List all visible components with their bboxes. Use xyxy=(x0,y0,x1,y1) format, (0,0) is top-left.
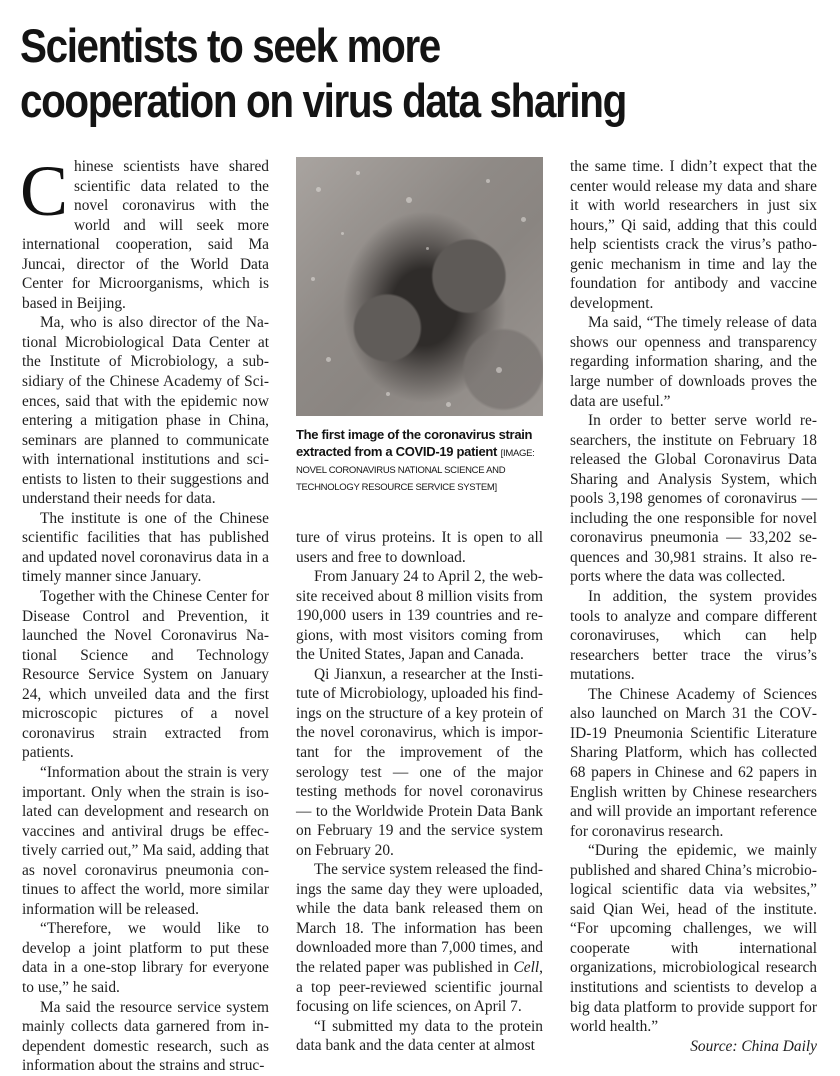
column-3 xyxy=(570,157,817,1056)
virus-photo xyxy=(296,157,543,416)
paragraph xyxy=(296,860,543,1016)
headline xyxy=(20,18,717,128)
paragraph: “During the epidemic, we mainly published and shared China’s microbiological scientific data via websites,” said Qian Wei, head of the institute. “For upcoming challenges, we will cooperate with international organizations, microbiological research institutions and scientists to develop a big data platform to provide support for world health.” xyxy=(570,842,817,1036)
paragraph: In order to better serve world researchers, the institute on February 18 released the Global Coronavirus Data Sharing and Analysis System, which pools 3,198 genomes of coronavirus — including the one responsible for novel coronavirus pneumonia — 33,202 sequences and 30,981 strains. It also reports where the data was collected. xyxy=(570,412,817,586)
headline-line-2: cooperation on virus data sharing xyxy=(20,74,626,127)
paragraph: Ma said, “The timely release of data shows our openness and transparency regarding information sharing, and the large number of downloads proves the data are useful.” xyxy=(570,314,817,410)
paragraph: The Chinese Academy of Sciences also launched on March 31 the COVID-19 Pneumonia Scientific Literature Sharing Platform, which has collected 68 papers in Chinese and 62 papers in English written by Chinese researchers and will provide an important reference for coronavirus research. xyxy=(570,685,817,840)
paragraph: “Therefore, we would like to develop a joint platform to put these data in a one-stop library for everyone to use,” he said. xyxy=(22,920,269,996)
photo-caption xyxy=(296,426,543,494)
lead-paragraph-text: hinese scientists have shared scientific data related to the novel coronavirus with the world and will seek more international cooperation, said Ma Juncai, director of the World Data Center for Microorganisms, which is based in Beijing. xyxy=(22,158,269,312)
paragraph-text: The service system released the findings the same day they were uploaded, while the data bank released them on March 18. The information has been downloaded more than 7,000 times, and the related paper was published in xyxy=(296,861,543,977)
paragraph-text: , a top peer-reviewed scientific journal focusing on life sciences, on April 7. xyxy=(296,959,543,1016)
caption-text: The first image of the coronavirus strain extracted from a COVID-19 patient xyxy=(296,427,533,459)
paragraph: Ma said the resource service system mainly collects data garnered from independent domestic research, such as information about the strains and struc- xyxy=(22,998,269,1075)
paragraph: Qi Jianxun, a researcher at the Institute of Microbiology, uploaded his findings on the structure of a key protein of the novel coronavirus, which is important for the improvement of the serology test — one of the major testing methods for novel coronavirus — to the Worldwide Protein Data Bank on February 19 and the service system on February 20. xyxy=(296,665,543,859)
drop-cap: C xyxy=(20,151,69,231)
photo-credit: [IMAGE: NOVEL CORONAVIRUS NATIONAL SCIENCE AND TECHNOLOGY RESOURCE SERVICE SYSTEM] xyxy=(296,448,535,493)
photo-figure xyxy=(296,157,543,494)
paragraph: From January 24 to April 2, the website received about 8 million visits from 190,000 users in 139 countries and regions, with most visitors coming from the United States, Japan and Canada. xyxy=(296,568,543,664)
column-2 xyxy=(296,157,543,1056)
paragraph: In addition, the system provides tools to analyze and compare different coronaviruses, which can help researchers better trace the virus’s mutations. xyxy=(570,588,817,684)
paragraph: “I submitted my data to the protein data bank and the data center at almost xyxy=(296,1017,543,1055)
column-1 xyxy=(20,151,269,1076)
paragraph: “Information about the strain is very important. Only when the strain is isolated can development and research on vaccines and antiviral drugs be effectively carried out,” Ma said, adding that as novel coronavirus pneumonia continues to affect the world, more similar information will be released. xyxy=(22,763,269,918)
headline-line-1: Scientists to seek more xyxy=(20,19,440,72)
lead-paragraph xyxy=(20,151,269,313)
paragraph: Ma, who is also director of the National Microbiological Data Center at the Institute of Microbiology, a subsidiary of the Chinese Academy of Sciences, said that with the epidemic now entering a mitigation phase in China, seminars are planned to communicate with international institutions and scientists to listen to their suggestions and understand their needs for data. xyxy=(22,314,269,508)
paragraph: the same time. I didn’t expect that the center would release my data and share it with world researchers in just six hours,” Qi said, adding that this could help scientists crack the virus’s pathogenic mechanism in time and lay the foundation for antibody and vaccine development. xyxy=(570,158,817,312)
journal-name: Cell xyxy=(513,959,540,977)
paragraph: The institute is one of the Chinese scientific facilities that has published and updated novel coronavirus data in a timely manner since January. xyxy=(22,509,269,586)
paragraph: ture of virus proteins. It is open to all users and free to download. xyxy=(296,529,543,566)
paragraph: Together with the Chinese Center for Disease Control and Prevention, it launched the Novel Coronavirus National Science and Technology Resource Service System on January 24, which unveiled data and the first microscopic pictures of a novel coronavirus strain extracted from patients. xyxy=(22,588,269,762)
source-credit: Source: China Daily xyxy=(690,1037,817,1055)
column-2-text xyxy=(296,528,543,1056)
